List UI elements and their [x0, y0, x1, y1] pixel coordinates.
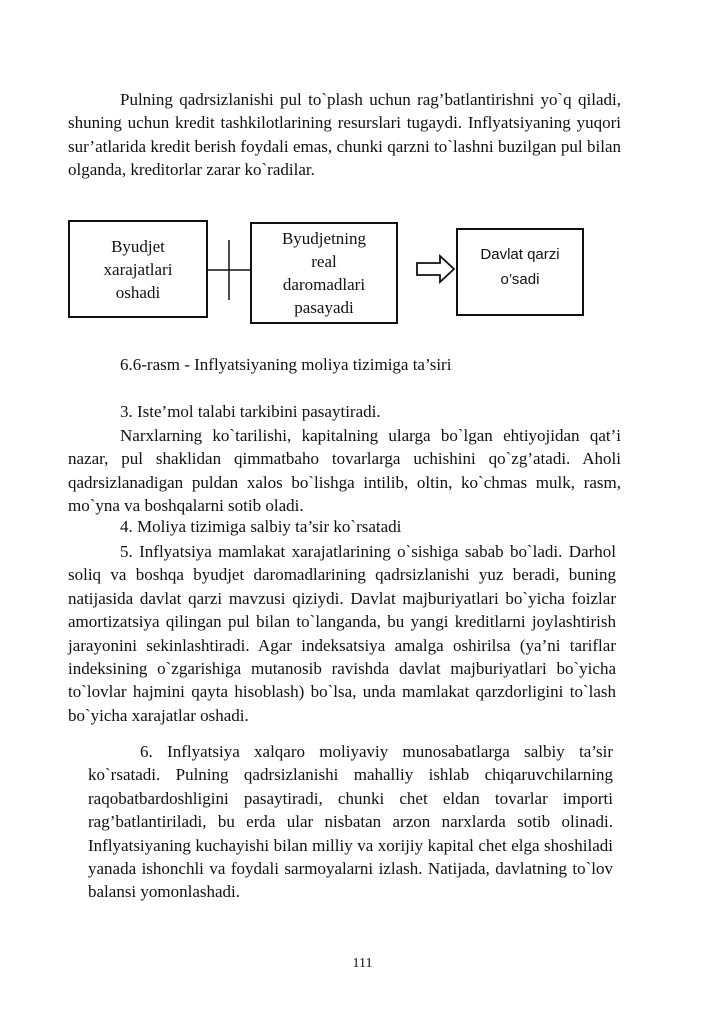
- diagram-box-budget-revenues: [250, 222, 398, 324]
- box-line: pasayadi: [294, 298, 354, 317]
- item-6: 6. Inflyatsiya xalqaro moliyaviy munosabatlarga salbiy ta’sir ko`rsatadi. Pulning qadrsizlanishi mahalliy ishlab chiqaruvchilarning raqobatbardoshligini pasaytiradi, chunki chet eldan tovarlar importi rag’batlantiriladi, bu erda ular nisbatan arzon narxlarda sotib olinadi. Inflyatsiyaning kuchayishi bilan milliy va xorijiy kapital chet elga shoshiladi yanada ishonchli va foydali sarmoyalarni izlash. Natijada, davlatning to`lov balansi yomonlashadi.: [88, 742, 613, 902]
- box-line: oshadi: [115, 282, 161, 302]
- box-line: Byudjetning: [281, 229, 367, 248]
- box-line: Davlat qarzi: [480, 246, 560, 263]
- box-line: Byudjet: [111, 236, 165, 256]
- item-3-body: Narxlarning ko`tarilishi, kapitalning ularga bo`lgan ehtiyojidan qat’i nazar, pul shaklidan qimmatbaho tovarlarga uchishini qo`zg’atadi. Aholi qadrsizlanadigan puldan xalos bo`lishga intilib, oltin, ko`chmas mulk, rasm, mo`yna va boshqalarni sotib oladi.: [68, 426, 621, 516]
- page-number: 111: [352, 956, 373, 971]
- diagram-box-state-debt: [456, 228, 584, 316]
- connector-plus-icon: [208, 240, 250, 300]
- box-line: real: [311, 252, 337, 271]
- figure-caption: 6.6-rasm - Inflyatsiyaning moliya tizimiga ta’siri: [120, 355, 452, 374]
- arrow-right-icon: [416, 254, 456, 284]
- item-3-title: 3. Iste’mol talabi tarkibini pasaytiradi.: [120, 402, 381, 421]
- paragraph-intro: Pulning qadrsizlanishi pul to`plash uchun rag’batlantirishni yo`q qiladi, shuning uchun kredit tashkilotlarining resurslari tugaydi. Inflyatsiyaning yuqori sur’atlarida kredit berish foydali emas, chunki qarzni to`lashni buzilgan pul bilan olganda, kreditorlar zarar ko`radilar.: [68, 90, 621, 180]
- item-4: 4. Moliya tizimiga salbiy ta’sir ko`rsatadi: [120, 517, 402, 536]
- item-5: 5. Inflyatsiya mamlakat xarajatlarining o`sishiga sabab bo`ladi. Darhol soliq va boshqa byudjet daromadlarining qadrsizlanishi yuz beradi, buning natijasida davlat qarzi mavzusi qiziydi. Davlat majburiyatlari bo`yicha foizlar amortizatsiya qilingan pul bilan to`langanda, bu yangi kreditlarni joylashtirish jarayonini sekinlashtiradi. Agar indeksatsiya amalga oshirilsa (ya’ni tariflar indeksining o`zgarishiga mutanosib ravishda davlat majburiyatlari bo`yicha to`lovlar hajmini qayta hisoblash) bo`lsa, unda mamlakat qarzdorligini to`lash bo`yicha xarajatlar oshadi.: [68, 542, 616, 725]
- diagram-box-budget-expenses: [68, 220, 208, 318]
- box-line: o’sadi: [500, 271, 540, 288]
- box-line: daromadlari: [282, 275, 366, 294]
- box-line: xarajatlari: [103, 259, 173, 279]
